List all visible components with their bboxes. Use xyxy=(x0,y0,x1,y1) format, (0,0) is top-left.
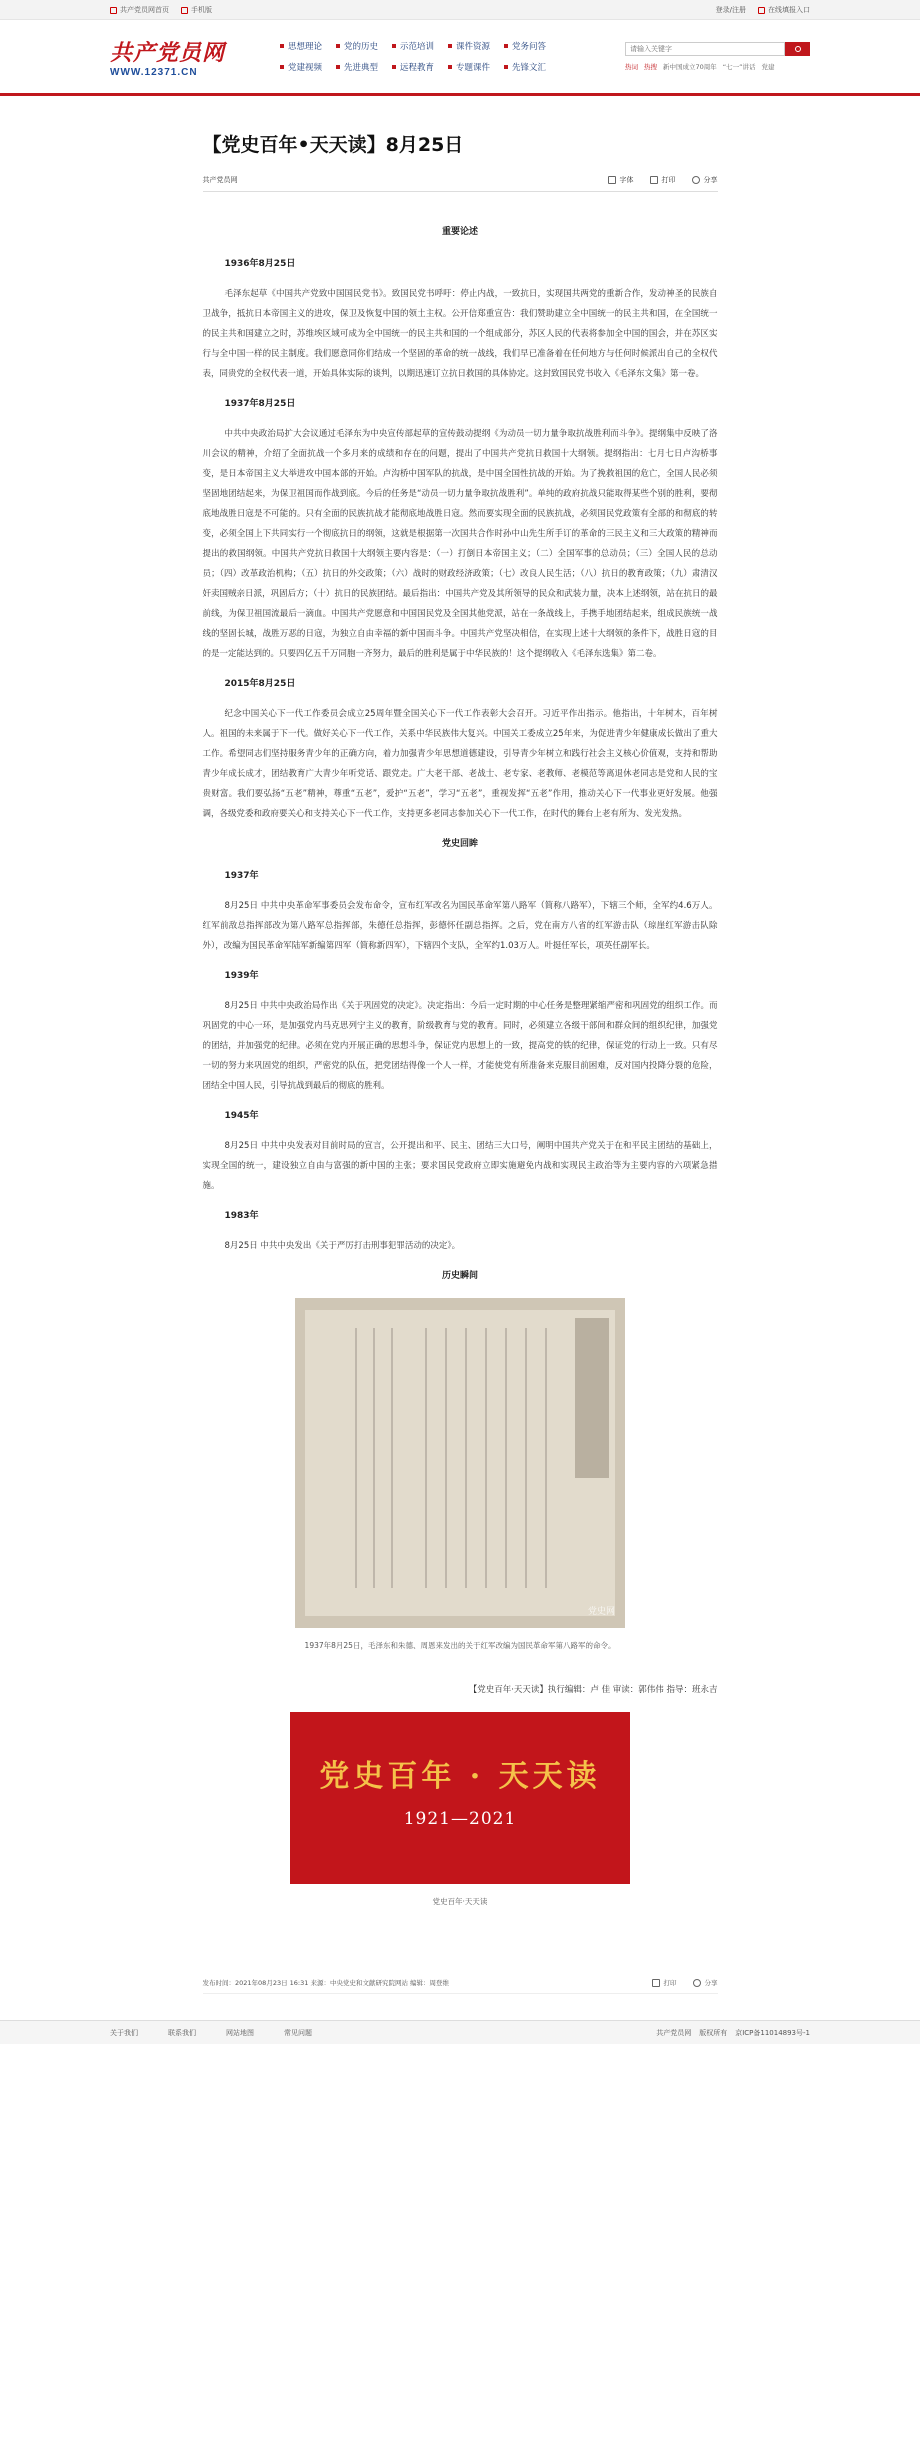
article-meta xyxy=(203,175,718,192)
nav-item[interactable]: 示范培训 xyxy=(392,40,448,52)
footer-link-faq[interactable]: 常见问题 xyxy=(284,2029,312,2037)
paragraph: 8月25日 中共中央发表对目前时局的宣言，公开提出和平、民主、团结三大口号，阐明中国共产党关于在和平民主团结的基础上，实现全国的统一，建设独立自由与富强的新中国的主张；要求国民党政府立即实施避免内战和实现民主政治等为主要内容的六项紧急措施。 xyxy=(202,1141,718,1191)
login-link[interactable]: 登录/注册 xyxy=(715,6,746,14)
report-icon xyxy=(758,7,765,14)
banner-caption: 党史百年·天天读 xyxy=(432,1897,488,1906)
year-heading: 1945年 xyxy=(224,1111,259,1121)
footer-copyright: 版权所有 xyxy=(699,2029,728,2037)
hot-word-link[interactable]: 新中国成立70周年 xyxy=(663,63,717,71)
search-input[interactable] xyxy=(625,42,785,56)
bullet-icon xyxy=(336,44,340,48)
publish-info: 发布时间：2021年08月23日 16:31 来源：中央党史和文献研究院网站 编辑：周登维 xyxy=(202,1979,450,1987)
paragraph: 8月25日 中共中央革命军事委员会发布命令，宣布红军改名为国民革命军第八路军（简称八路军），下辖三个师，全军约4.6万人。红军前敌总指挥部改为第八路军总指挥部，朱德任总指挥，彭德怀任副总指挥。之后，党在南方八省的红军游击队（琼崖红军游击队除外），改编为国民革命军陆军新编第四军（简称新四军），下辖四个支队，全军约1.03万人。叶挺任军长，项英任副军长。 xyxy=(202,901,718,951)
bullet-icon xyxy=(280,65,284,69)
bullet-icon xyxy=(504,65,508,69)
site-logo[interactable]: 共产党员网 WWW.12371.CN xyxy=(110,39,226,78)
year-heading: 1983年 xyxy=(224,1211,259,1221)
print-button-bottom[interactable]: 打印 xyxy=(652,1978,677,1987)
mobile-link[interactable]: 手机版 xyxy=(181,5,212,15)
article-title: 【党史百年•天天读】8月25日 xyxy=(202,134,464,156)
search-area xyxy=(625,42,810,71)
section-title: 历史瞬间 xyxy=(441,1271,478,1281)
publish-info-bar xyxy=(203,1978,718,1994)
historical-document-photo xyxy=(295,1298,625,1628)
nav-item[interactable]: 党建视频 xyxy=(280,61,336,73)
nav-item[interactable]: 党务问答 xyxy=(504,40,560,52)
report-link[interactable]: 在线填报入口 xyxy=(758,5,810,15)
printer-icon xyxy=(650,176,658,184)
home-link[interactable]: 共产党员网首页 xyxy=(110,5,169,15)
share-icon xyxy=(692,176,700,184)
mobile-icon xyxy=(181,7,188,14)
date-heading: 2015年8月25日 xyxy=(224,679,296,689)
bullet-icon xyxy=(448,65,452,69)
bullet-icon xyxy=(448,44,452,48)
section-title: 重要论述 xyxy=(441,227,478,237)
hot-words: 热词 热搜 新中国成立70周年 “七一”讲话 党建 xyxy=(625,63,775,71)
paragraph: 8月25日 中共中央发出《关于严厉打击刑事犯罪活动的决定》。 xyxy=(224,1241,461,1251)
printer-icon xyxy=(652,1979,660,1987)
footer-link-sitemap[interactable]: 网站地图 xyxy=(226,2029,254,2037)
nav-item[interactable]: 思想理论 xyxy=(280,40,336,52)
paragraph: 中共中央政治局扩大会议通过毛泽东为中央宣传部起草的宣传鼓动提纲《为动员一切力量争取抗战胜利而斗争》。提纲集中反映了洛川会议的精神，介绍了全面抗战一个多月来的成绩和存在的问题，提出了中国共产党抗日救国十大纲领。提纲指出：七月七日卢沟桥事变，是日本帝国主义大举进攻中国本部的开始。卢沟桥中国军队的抗战，是中国全国性抗战的开始。为了挽救祖国的危亡，全国人民必须坚固地团结起来，为保卫祖国而作战到底。今后的任务是“动员一切力量争取抗战胜利”。单纯的政府抗战只能取得某些个别的胜利，要彻底地战胜日寇是不可能的。只有全面的民族抗战才能彻底地战胜日寇。然而要实现全面的民族抗战，必须国民党政策有全部的和彻底的转变，必须全国上下共同实行一个彻底抗日的纲领，这就是根据第一次国共合作时孙中山先生所手订的革命的三民主义和三大政策的精神而提出的救国纲领。中国共产党抗日救国十大纲领主要内容是：（一）打倒日本帝国主义；（二）全国军事的总动员；（三）全国人民的总动员；（四）改革政治机构；（五）抗日的外交政策；（六）战时的财政经济政策；（七）改良人民生活；（八）抗日的教育政策；（九）肃清汉奸卖国贼亲日派，巩固后方；（十）抗日的民族团结。最后指出：中国共产党及其所领导的民众和武装力量，决本上述纲领，站在抗日的最前线，为保卫祖国流最后一滴血。中国共产党愿意和中国国民党及全国其他党派，站在一条战线上，手携手地团结起来，组成民族统一战线的坚固长城，战胜万恶的日寇，为独立自由幸福的新中国而斗争。中国共产党坚决相信，在实现上述十大纲领的条件下，战胜日寇的目的是一定能达到的。只要四亿五千万同胞一齐努力，最后的胜利是属于中华民族的！这个提纲收入《毛泽东选集》第二卷。 xyxy=(202,429,718,659)
share-button-bottom[interactable]: 分享 xyxy=(693,1978,718,1987)
print-button[interactable]: 打印 xyxy=(650,175,676,185)
hot-word-link[interactable]: 党建 xyxy=(761,63,775,71)
footer-site-name: 共产党员网 xyxy=(656,2029,692,2037)
photo-caption: 1937年8月25日，毛泽东和朱德、周恩来发出的关于红军改编为国民革命军第八路军的命令。 xyxy=(304,1641,616,1650)
footer-link-about[interactable]: 关于我们 xyxy=(110,2029,138,2037)
editor-credits: 【党史百年·天天读】执行编辑：卢 佳 审读：郭伟伟 指导：班永吉 xyxy=(468,1685,718,1695)
search-button[interactable] xyxy=(785,42,810,56)
series-banner: 党史百年 · 天天读 1921—2021 xyxy=(290,1712,630,1884)
hot-word-link[interactable]: 热搜 xyxy=(644,63,657,71)
paragraph: 纪念中国关心下一代工作委员会成立25周年暨全国关心下一代工作表彰大会召开。习近平作出指示。他指出，十年树木，百年树人。祖国的未来属于下一代。做好关心下一代工作，关系中华民族伟大复兴。中国关工委成立25年来，为促进青少年健康成长做出了重大工作。希望同志们坚持服务青少年的正确方向，着力加强青少年思想道德建设，引导青少年树立和践行社会主义核心价值观，支持和帮助青少年成长成才，团结教育广大青少年听党话、跟党走。广大老干部、老战士、老专家、老教师、老模范等离退休老同志是党和人民的宝贵财富。我们要弘扬“五老”精神，尊重“五老”，爱护“五老”，学习“五老”，重视发挥“五老”作用，推动关心下一代事业更好发展。他强调，各级党委和政府要关心和支持关心下一代工作，支持更多老同志参加关心下一代工作，在时代的舞台上老有所为、发光发热。 xyxy=(202,709,718,819)
nav-item[interactable]: 先锋文汇 xyxy=(504,61,560,73)
article-body xyxy=(203,192,718,1912)
watermark: 党史网 xyxy=(587,1607,615,1617)
share-button[interactable]: 分享 xyxy=(692,175,718,185)
hot-word-link[interactable]: “七一”讲话 xyxy=(722,63,756,71)
share-icon xyxy=(693,1979,701,1987)
footer-link-contact[interactable]: 联系我们 xyxy=(168,2029,196,2037)
nav-item[interactable]: 专题课件 xyxy=(448,61,504,73)
footer-icp: 京ICP备11014893号-1 xyxy=(735,2029,810,2037)
nav-item[interactable]: 党的历史 xyxy=(336,40,392,52)
paragraph: 8月25日 中共中央政治局作出《关于巩固党的决定》。决定指出：今后一定时期的中心任务是整理紧缩严密和巩固党的组织工作。而巩固党的中心一环，是加强党内马克思列宁主义的教育，阶级教育与党的教育。同时，必须建立各级干部间和群众间的组织纪律，加强党的团结，并加强党的纪律。必须在党内开展正确的思想斗争，保证党内思想上的一致，提高党的铁的纪律，保证党的行动上一致。只有尽一切的努力来巩固党的组织，严密党的队伍，把党团结得像一个人一样，才能使党有所准备来克服目前困难，反对国内投降分裂的危险，团结全中国人民，引导抗战到最后的彻底的胜利。 xyxy=(202,1001,718,1091)
bullet-icon xyxy=(280,44,284,48)
article xyxy=(203,96,718,1994)
top-utility-bar xyxy=(0,0,920,20)
date-heading: 1937年8月25日 xyxy=(224,399,296,409)
year-heading: 1937年 xyxy=(224,871,259,881)
nav-item[interactable]: 先进典型 xyxy=(336,61,392,73)
search-icon xyxy=(795,46,801,52)
bullet-icon xyxy=(336,65,340,69)
home-icon xyxy=(110,7,117,14)
date-heading: 1936年8月25日 xyxy=(224,259,296,269)
font-icon xyxy=(608,176,616,184)
site-header xyxy=(0,20,920,96)
nav-item[interactable]: 课件资源 xyxy=(448,40,504,52)
bullet-icon xyxy=(392,44,396,48)
main-nav xyxy=(280,40,616,73)
section-title: 党史回眸 xyxy=(441,839,478,849)
article-source: 共产党员网 xyxy=(202,176,238,184)
nav-item[interactable]: 远程教育 xyxy=(392,61,448,73)
year-heading: 1939年 xyxy=(224,971,259,981)
font-size-button[interactable]: 字体 xyxy=(608,175,634,185)
site-footer xyxy=(0,2020,920,2044)
paragraph: 毛泽东起草《中国共产党致中国国民党书》。致国民党书呼吁：停止内战，一致抗日，实现国共两党的重新合作，发动神圣的民族自卫战争，抵抗日本帝国主义的进攻，保卫及恢复中国的领土主权。公开信郑重宣告：我们赞助建立全中国统一的民主共和国，在全国统一的民主共和国建立之时，苏维埃区域可成为全中国统一的民主共和国的一个组成部分，苏区人民的代表将参加全中国的国会，并在苏区实行与全中国一样的民主制度。我们愿意同你们结成一个坚固的革命的统一战线，我们早已准备着在任何地方与任何时候派出自己的全权代表，同贵党的全权代表一道，开始具体实际的谈判，以期迅速订立抗日救国的具体协定。这封致国民党书收入《毛泽东文集》第一卷。 xyxy=(202,289,718,379)
bullet-icon xyxy=(392,65,396,69)
bullet-icon xyxy=(504,44,508,48)
